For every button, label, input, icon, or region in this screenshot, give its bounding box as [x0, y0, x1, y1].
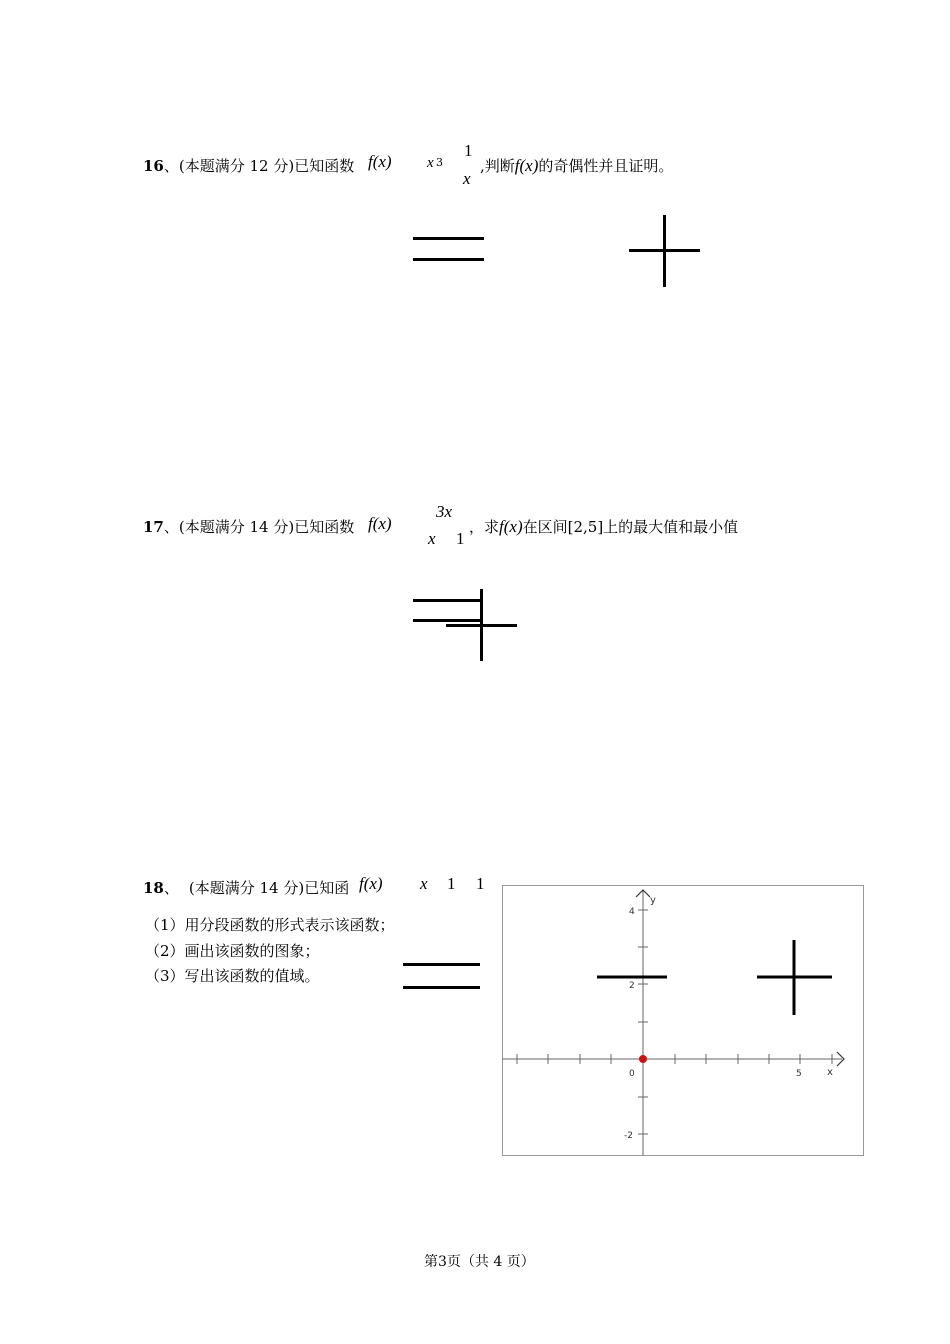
- question-number: 16: [143, 157, 164, 175]
- plus-mark: [663, 215, 666, 287]
- question-separator: 、: [163, 518, 179, 536]
- equals-mark: [413, 619, 483, 622]
- function-fx: f(x): [368, 514, 392, 533]
- origin-point: [639, 1055, 647, 1063]
- plus-mark: [480, 589, 483, 661]
- sub-question-3: （3）写出该函数的值域。: [145, 967, 320, 985]
- x-tick-label: 5: [796, 1069, 802, 1079]
- x-axis-label: x: [827, 1067, 833, 1078]
- equals-mark: [403, 963, 480, 966]
- text-find: ，求: [469, 518, 500, 536]
- y-tick-label: -2: [624, 1131, 633, 1141]
- fraction-denominator-x: x: [428, 529, 436, 548]
- question-text-continued: [469, 516, 738, 537]
- function-fx: f(x): [368, 152, 392, 171]
- question-number: 17: [143, 518, 164, 536]
- question-text: 已知函数: [294, 518, 355, 536]
- coordinate-graph: [502, 885, 864, 1156]
- term-x: x: [427, 155, 434, 171]
- sub-question-1: （1）用分段函数的形式表示该函数；: [145, 916, 395, 934]
- function-fx: f(x): [514, 156, 539, 175]
- question-text: 已知函数: [294, 157, 355, 175]
- origin-label: 0: [629, 1069, 635, 1079]
- y-axis-label: y: [650, 895, 656, 906]
- fraction-numerator: 3x: [436, 502, 453, 521]
- question-text: 已知函: [304, 879, 350, 897]
- text-judge: ,判断: [480, 157, 515, 175]
- text-interval: 在区间[2,5]上的最大值和最小值: [522, 518, 739, 536]
- expr-x: x: [420, 874, 428, 893]
- sub-question-2: （2）画出该函数的图象；: [145, 942, 320, 960]
- function-fx: f(x): [359, 874, 383, 893]
- equals-mark: [403, 986, 480, 989]
- exponent: 3: [436, 156, 443, 169]
- question-separator: 、: [163, 879, 179, 897]
- equals-mark: [413, 258, 484, 261]
- score-note: (本题满分 14 分): [188, 879, 305, 897]
- question-separator: 、: [163, 157, 179, 175]
- question-text-continued: [480, 155, 673, 176]
- question-17-line: [143, 516, 354, 537]
- fraction-numerator: 1: [464, 141, 473, 160]
- fraction-denominator-1: 1: [456, 529, 465, 548]
- question-16-line: [143, 155, 354, 176]
- expr-1: 1: [447, 874, 456, 893]
- score-note: (本题满分 14 分): [178, 518, 295, 536]
- graph-border: [503, 886, 864, 1156]
- y-tick-label: 2: [629, 981, 635, 991]
- function-fx: f(x): [499, 517, 523, 536]
- expr-1: 1: [476, 874, 485, 893]
- question-number: 18: [143, 879, 164, 897]
- score-note: (本题满分 12 分): [178, 157, 295, 175]
- page-footer: 第3页（共 4 页）: [424, 1254, 535, 1270]
- text-parity: 的奇偶性并且证明。: [538, 157, 674, 175]
- equals-mark: [413, 599, 483, 602]
- equals-mark: [413, 237, 484, 240]
- y-tick-label: 4: [629, 907, 635, 917]
- question-18-line: [143, 877, 349, 898]
- fraction-denominator: x: [463, 169, 471, 188]
